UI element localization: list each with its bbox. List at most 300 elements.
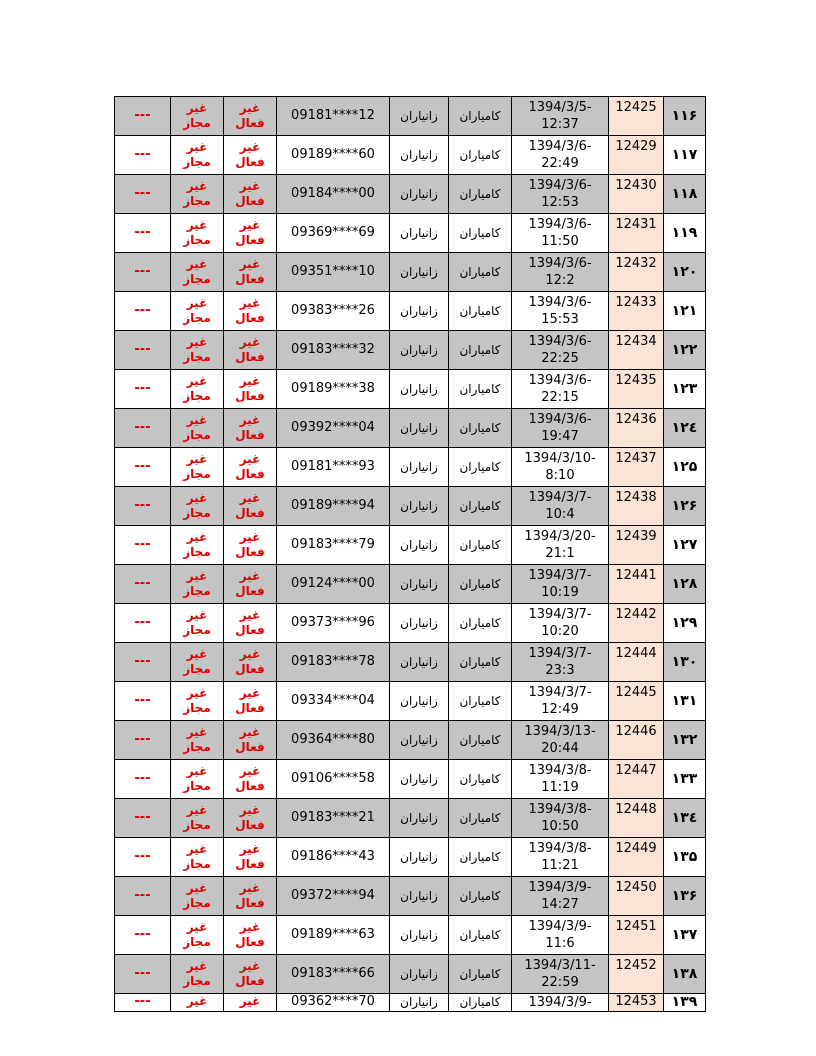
status-active (224, 799, 277, 838)
row-index: ۱۲۱ (664, 292, 706, 331)
record-region: زانیاران (390, 682, 449, 721)
record-time: 14:27 (541, 897, 579, 912)
status-permitted-line1: غیر (186, 881, 208, 895)
record-city: کامیاران (449, 604, 512, 643)
record-city: کامیاران (449, 487, 512, 526)
record-date: 1394/3/6- (528, 295, 592, 310)
status-active (224, 526, 277, 565)
record-result: --- (115, 409, 171, 448)
status-permitted-line1: غیر (186, 296, 208, 310)
table-row (115, 487, 706, 526)
status-permitted-line1: غیر (186, 179, 208, 193)
status-active-line1: غیر (239, 374, 261, 388)
status-permitted-line2: مجاز (183, 779, 211, 793)
record-datetime (512, 877, 609, 916)
status-permitted (171, 487, 224, 526)
status-active-line2: فعال (235, 155, 265, 169)
record-date: 1394/3/11- (524, 958, 596, 973)
record-city: کامیاران (449, 838, 512, 877)
status-active-line1: غیر (239, 413, 261, 427)
record-result: --- (115, 136, 171, 175)
record-date: 1394/3/9- (528, 919, 592, 934)
row-index: ۱۱۹ (664, 214, 706, 253)
record-date: 1394/3/8- (528, 763, 592, 778)
status-active-line1: غیر (239, 686, 261, 700)
record-datetime (512, 994, 609, 1012)
record-datetime (512, 253, 609, 292)
status-permitted (171, 721, 224, 760)
record-datetime (512, 682, 609, 721)
row-index: ۱۳٤ (664, 799, 706, 838)
status-permitted-line2: مجاز (183, 662, 211, 676)
status-permitted-line2: مجاز (183, 701, 211, 715)
record-result: --- (115, 526, 171, 565)
record-phone: 09383****26 (277, 292, 390, 331)
row-index: ۱۳۶ (664, 877, 706, 916)
status-permitted-line2: مجاز (183, 194, 211, 208)
row-index: ۱۲۷ (664, 526, 706, 565)
status-active (224, 370, 277, 409)
record-city: کامیاران (449, 331, 512, 370)
status-permitted-line1: غیر (186, 842, 208, 856)
record-date: 1394/3/6- (528, 256, 592, 271)
record-city: کامیاران (449, 175, 512, 214)
status-permitted-line1: غیر (186, 218, 208, 232)
record-region: زانیاران (390, 331, 449, 370)
status-permitted (171, 136, 224, 175)
status-permitted-line1: غیر (186, 257, 208, 271)
record-time: 22:15 (541, 390, 579, 405)
status-permitted-line1: غیر (186, 803, 208, 817)
status-active-line1: غیر (239, 140, 261, 154)
status-permitted-line2: مجاز (183, 350, 211, 364)
record-time: 20:44 (541, 741, 579, 756)
table-row (115, 955, 706, 994)
status-active-line2: فعال (235, 974, 265, 988)
record-phone: 09184****00 (277, 175, 390, 214)
status-active (224, 253, 277, 292)
record-city: کامیاران (449, 253, 512, 292)
status-active (224, 331, 277, 370)
status-permitted-line2: مجاز (183, 428, 211, 442)
record-time: 8:10 (545, 468, 575, 483)
status-active-line1: غیر (239, 218, 261, 232)
status-active (224, 721, 277, 760)
status-active-line1: غیر (239, 530, 261, 544)
record-code: 12449 (609, 838, 664, 877)
status-permitted-line2: مجاز (183, 272, 211, 286)
status-permitted (171, 253, 224, 292)
record-phone: 09183****32 (277, 331, 390, 370)
status-active-line2: فعال (235, 857, 265, 871)
record-city: کامیاران (449, 682, 512, 721)
table-row (115, 253, 706, 292)
record-phone: 09372****94 (277, 877, 390, 916)
status-active-line2: فعال (235, 428, 265, 442)
status-active (224, 292, 277, 331)
record-time: 21:1 (545, 546, 575, 561)
status-permitted (171, 97, 224, 136)
record-time: 22:59 (541, 975, 579, 990)
status-active-line1: غیر (239, 920, 261, 934)
record-phone: 09181****12 (277, 97, 390, 136)
status-active (224, 487, 277, 526)
status-permitted-line1: غیر (186, 608, 208, 622)
status-active-line1: غیر (239, 959, 261, 973)
record-time: 10:50 (541, 819, 579, 834)
record-time: 12:49 (541, 702, 579, 717)
record-phone: 09183****66 (277, 955, 390, 994)
status-active-line2: فعال (235, 779, 265, 793)
record-date: 1394/3/8- (528, 802, 592, 817)
record-result: --- (115, 565, 171, 604)
record-date: 1394/3/9- (528, 880, 592, 895)
record-datetime (512, 409, 609, 448)
record-result: --- (115, 175, 171, 214)
record-date: 1394/3/6- (528, 334, 592, 349)
status-active-line2: فعال (235, 467, 265, 481)
status-active-line1: غیر (239, 179, 261, 193)
status-permitted-line2: مجاز (183, 818, 211, 832)
record-date: 1394/3/7- (528, 685, 592, 700)
status-active-line1: غیر (239, 335, 261, 349)
record-date: 1394/3/7- (528, 646, 592, 661)
table-row (115, 565, 706, 604)
status-active-line2: فعال (235, 662, 265, 676)
table-row (115, 643, 706, 682)
record-result: --- (115, 643, 171, 682)
record-region: زانیاران (390, 526, 449, 565)
record-result: --- (115, 253, 171, 292)
record-code: 12446 (609, 721, 664, 760)
status-permitted-line1: غیر (186, 764, 208, 778)
record-date: 1394/3/7- (528, 568, 592, 583)
status-permitted-line2: مجاز (183, 311, 211, 325)
record-phone: 09362****70 (277, 994, 390, 1012)
status-active-line2: فعال (235, 506, 265, 520)
status-active-line1: غیر (239, 647, 261, 661)
record-datetime (512, 214, 609, 253)
table-row (115, 214, 706, 253)
record-result: --- (115, 877, 171, 916)
status-permitted (171, 838, 224, 877)
record-city: کامیاران (449, 565, 512, 604)
record-phone: 09373****96 (277, 604, 390, 643)
record-region: زانیاران (390, 877, 449, 916)
record-result: --- (115, 760, 171, 799)
record-result: --- (115, 331, 171, 370)
record-datetime (512, 136, 609, 175)
record-city: کامیاران (449, 136, 512, 175)
record-phone: 09183****21 (277, 799, 390, 838)
status-permitted-line2: مجاز (183, 857, 211, 871)
status-active (224, 565, 277, 604)
status-permitted-line1: غیر (186, 569, 208, 583)
record-code: 12442 (609, 604, 664, 643)
record-phone: 09334****04 (277, 682, 390, 721)
status-active (224, 643, 277, 682)
record-date: 1394/3/9- (528, 995, 592, 1010)
status-active (224, 955, 277, 994)
record-code: 12431 (609, 214, 664, 253)
record-code: 12436 (609, 409, 664, 448)
status-active (224, 175, 277, 214)
status-active-line2: فعال (235, 740, 265, 754)
records-table (114, 96, 706, 1012)
status-active-line1: غیر (239, 257, 261, 271)
record-code: 12437 (609, 448, 664, 487)
record-code: 12445 (609, 682, 664, 721)
record-datetime (512, 175, 609, 214)
row-index: ۱۳۹ (664, 994, 706, 1012)
record-city: کامیاران (449, 916, 512, 955)
record-code: 12439 (609, 526, 664, 565)
record-code: 12433 (609, 292, 664, 331)
record-result: --- (115, 604, 171, 643)
table-row (115, 994, 706, 1012)
status-permitted-line2: مجاز (183, 935, 211, 949)
row-index: ۱۳۷ (664, 916, 706, 955)
status-active-line2: فعال (235, 350, 265, 364)
status-active (224, 409, 277, 448)
record-time: 23:3 (545, 663, 575, 678)
status-permitted-line1: غیر (186, 452, 208, 466)
record-city: کامیاران (449, 370, 512, 409)
status-active-line1: غیر (239, 296, 261, 310)
record-result: --- (115, 292, 171, 331)
record-result: --- (115, 487, 171, 526)
table-row (115, 799, 706, 838)
record-phone: 09106****58 (277, 760, 390, 799)
row-index: ۱۲۸ (664, 565, 706, 604)
record-code: 12435 (609, 370, 664, 409)
table-row (115, 292, 706, 331)
table-row (115, 916, 706, 955)
status-active (224, 916, 277, 955)
record-time: 10:19 (541, 585, 579, 600)
table-row (115, 526, 706, 565)
status-permitted-line1: غیر (186, 920, 208, 934)
record-phone: 09183****78 (277, 643, 390, 682)
table-row (115, 760, 706, 799)
table-row (115, 604, 706, 643)
record-date: 1394/3/7- (528, 490, 592, 505)
record-code: 12434 (609, 331, 664, 370)
table-row (115, 175, 706, 214)
row-index: ۱۳۱ (664, 682, 706, 721)
status-active-line1: غیر (239, 764, 261, 778)
record-city: کامیاران (449, 955, 512, 994)
record-code: 12430 (609, 175, 664, 214)
record-result: --- (115, 721, 171, 760)
record-region: زانیاران (390, 838, 449, 877)
record-date: 1394/3/6- (528, 139, 592, 154)
record-code: 12448 (609, 799, 664, 838)
record-date: 1394/3/5- (528, 100, 592, 115)
status-permitted (171, 448, 224, 487)
status-active (224, 604, 277, 643)
record-city: کامیاران (449, 292, 512, 331)
status-active-line2: فعال (235, 623, 265, 637)
status-permitted-line2: مجاز (183, 155, 211, 169)
status-active-line1: غیر (239, 101, 261, 115)
record-code: 12441 (609, 565, 664, 604)
status-active-line2: فعال (235, 311, 265, 325)
status-active-line2: فعال (235, 233, 265, 247)
status-permitted (171, 214, 224, 253)
record-date: 1394/3/20- (524, 529, 596, 544)
status-permitted-line2: مجاز (183, 389, 211, 403)
status-active-line1: غیر (239, 725, 261, 739)
record-datetime (512, 331, 609, 370)
status-permitted-line2: مجاز (183, 506, 211, 520)
record-region: زانیاران (390, 721, 449, 760)
row-index: ۱۱۸ (664, 175, 706, 214)
status-permitted (171, 604, 224, 643)
status-permitted-line1: غیر (186, 725, 208, 739)
row-index: ۱۱۶ (664, 97, 706, 136)
record-city: کامیاران (449, 409, 512, 448)
status-active (224, 994, 277, 1012)
status-permitted (171, 955, 224, 994)
record-phone: 09181****93 (277, 448, 390, 487)
record-region: زانیاران (390, 487, 449, 526)
status-permitted-line2: مجاز (183, 740, 211, 754)
status-permitted (171, 994, 224, 1012)
status-permitted-line2: مجاز (183, 974, 211, 988)
table-row (115, 97, 706, 136)
record-time: 15:53 (541, 312, 579, 327)
record-datetime (512, 565, 609, 604)
record-city: کامیاران (449, 799, 512, 838)
records-table-container (114, 96, 702, 1010)
record-date: 1394/3/6- (528, 178, 592, 193)
record-code: 12453 (609, 994, 664, 1012)
status-permitted (171, 565, 224, 604)
status-permitted-line2: مجاز (183, 584, 211, 598)
record-time: 11:6 (545, 936, 575, 951)
record-result: --- (115, 682, 171, 721)
status-permitted-line2: مجاز (183, 623, 211, 637)
record-datetime (512, 838, 609, 877)
record-datetime (512, 916, 609, 955)
record-code: 12425 (609, 97, 664, 136)
record-result: --- (115, 448, 171, 487)
record-time: 12:37 (541, 117, 579, 132)
record-region: زانیاران (390, 643, 449, 682)
status-active-line2: فعال (235, 818, 265, 832)
status-permitted (171, 760, 224, 799)
status-active-line1: غیر (239, 608, 261, 622)
record-datetime (512, 487, 609, 526)
status-active (224, 760, 277, 799)
status-active-line1: غیر (239, 881, 261, 895)
record-region: زانیاران (390, 994, 449, 1012)
record-time: 12:53 (541, 195, 579, 210)
record-code: 12451 (609, 916, 664, 955)
status-permitted-line1: غیر (186, 530, 208, 544)
table-row (115, 331, 706, 370)
table-row (115, 682, 706, 721)
record-date: 1394/3/6- (528, 217, 592, 232)
status-active-line2: فعال (235, 701, 265, 715)
record-phone: 09369****69 (277, 214, 390, 253)
record-region: زانیاران (390, 955, 449, 994)
record-result: --- (115, 214, 171, 253)
record-region: زانیاران (390, 916, 449, 955)
status-active-line2: فعال (235, 272, 265, 286)
record-result: --- (115, 370, 171, 409)
status-active-line2: فعال (235, 389, 265, 403)
record-date: 1394/3/13- (524, 724, 596, 739)
status-permitted-line1: غیر (186, 647, 208, 661)
record-phone: 09189****63 (277, 916, 390, 955)
record-phone: 09124****00 (277, 565, 390, 604)
record-code: 12438 (609, 487, 664, 526)
record-date: 1394/3/10- (524, 451, 596, 466)
record-time: 22:49 (541, 156, 579, 171)
status-active (224, 877, 277, 916)
record-phone: 09189****38 (277, 370, 390, 409)
status-permitted (171, 331, 224, 370)
status-permitted-line1: غیر (186, 959, 208, 973)
status-permitted (171, 175, 224, 214)
row-index: ۱۳۵ (664, 838, 706, 877)
record-result: --- (115, 97, 171, 136)
status-permitted-line1: غیر (186, 140, 208, 154)
table-row (115, 409, 706, 448)
record-result: --- (115, 994, 171, 1012)
table-row (115, 721, 706, 760)
status-active (224, 448, 277, 487)
record-region: زانیاران (390, 292, 449, 331)
row-index: ۱۳۳ (664, 760, 706, 799)
status-permitted (171, 292, 224, 331)
record-city: کامیاران (449, 877, 512, 916)
status-permitted-line2: مجاز (183, 116, 211, 130)
record-code: 12447 (609, 760, 664, 799)
status-active-line1: غیر (239, 842, 261, 856)
record-city: کامیاران (449, 97, 512, 136)
row-index: ۱۲۳ (664, 370, 706, 409)
record-phone: 09183****79 (277, 526, 390, 565)
status-permitted-line2: مجاز (183, 233, 211, 247)
record-region: زانیاران (390, 565, 449, 604)
status-active-line2: فعال (235, 896, 265, 910)
record-time: 19:47 (541, 429, 579, 444)
record-region: زانیاران (390, 214, 449, 253)
record-city: کامیاران (449, 760, 512, 799)
record-phone: 09364****80 (277, 721, 390, 760)
status-active-line2: فعال (235, 194, 265, 208)
record-datetime (512, 760, 609, 799)
record-time: 10:20 (541, 624, 579, 639)
record-region: زانیاران (390, 97, 449, 136)
records-table-body (115, 97, 706, 1012)
row-index: ۱۳۲ (664, 721, 706, 760)
status-permitted-line1: غیر (186, 374, 208, 388)
record-time: 11:50 (541, 234, 579, 249)
record-city: کامیاران (449, 214, 512, 253)
record-region: زانیاران (390, 448, 449, 487)
record-datetime (512, 370, 609, 409)
status-permitted-line1: غیر (186, 491, 208, 505)
record-phone: 09186****43 (277, 838, 390, 877)
status-active-line2: فعال (235, 935, 265, 949)
record-city: کامیاران (449, 643, 512, 682)
record-datetime (512, 799, 609, 838)
table-row (115, 838, 706, 877)
